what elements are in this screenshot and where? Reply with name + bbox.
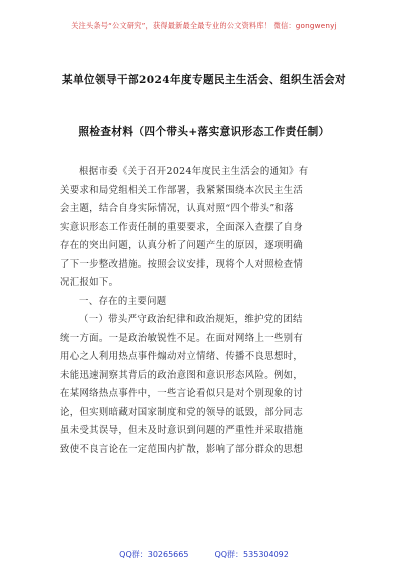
problem-paragraph <box>60 311 360 459</box>
paragraph-line: 未能迅速洞察其背后的政治意图和意识形态风险。例如， <box>60 369 304 381</box>
paragraph-line: （一）带头严守政治纪律和政治规矩，维护党的团结 <box>79 314 303 325</box>
paragraph-line: 根据市委《关于召开2024年度民主生活会的通知》有 <box>79 166 309 177</box>
promo-banner: 关注头条号“公文研究”，获得最新最全最专业的公文资料库！ 微信：gongwenyj <box>71 21 337 30</box>
paragraph-line: 存在的突出问题，认真分析了问题产生的原因，逐项明确 <box>60 240 304 251</box>
paragraph-line: 在某网络热点事件中，一些言论看似只是对个别现象的讨 <box>60 388 304 399</box>
paragraph-line: 统一方面。一是政治敏锐性不足。在面对网络上一些别有 <box>60 332 304 344</box>
paragraph-line: 论，但实则暗藏对国家制度和党的领导的诋毁，部分同志 <box>60 406 304 418</box>
document-body <box>60 163 360 459</box>
qq-group-footer <box>0 549 408 560</box>
section-heading: 一、存在的主要问题 <box>79 295 167 307</box>
qq-group-1: QQ群：30265665 <box>119 550 189 559</box>
paragraph-line: 况汇报如下。 <box>60 277 119 288</box>
paragraph-line: 用心之人利用热点事件煽动对立情绪、传播不良思想时， <box>60 351 304 362</box>
paragraph-line: 致使不良言论在一定范围内扩散，影响了部分群众的思想 <box>60 443 304 455</box>
document-title-line-1: 某单位领导干部2024年度专题民主生活会、组织生活会对 <box>62 74 346 86</box>
qq-group-2: QQ群：535304092 <box>214 550 289 559</box>
paragraph-line: 了下一步整改措施。按照会议安排，现将个人对照检查情 <box>60 258 304 270</box>
document-title-line-2: 照检查材料（四个带头+落实意识形态工作责任制） <box>78 126 330 138</box>
intro-paragraph <box>60 163 360 293</box>
paragraph-line: 虽未受其误导，但未及时意识到问题的严重性并采取措施 <box>60 425 304 436</box>
paragraph-line: 关要求和局党组相关工作部署，我紧紧围绕本次民主生活 <box>60 184 304 196</box>
paragraph-line: 会主题，结合自身实际情况，认真对照“四个带头”和落 <box>60 203 294 214</box>
paragraph-line: 实意识形态工作责任制的重要要求，全面深入查摆了自身 <box>60 221 304 233</box>
